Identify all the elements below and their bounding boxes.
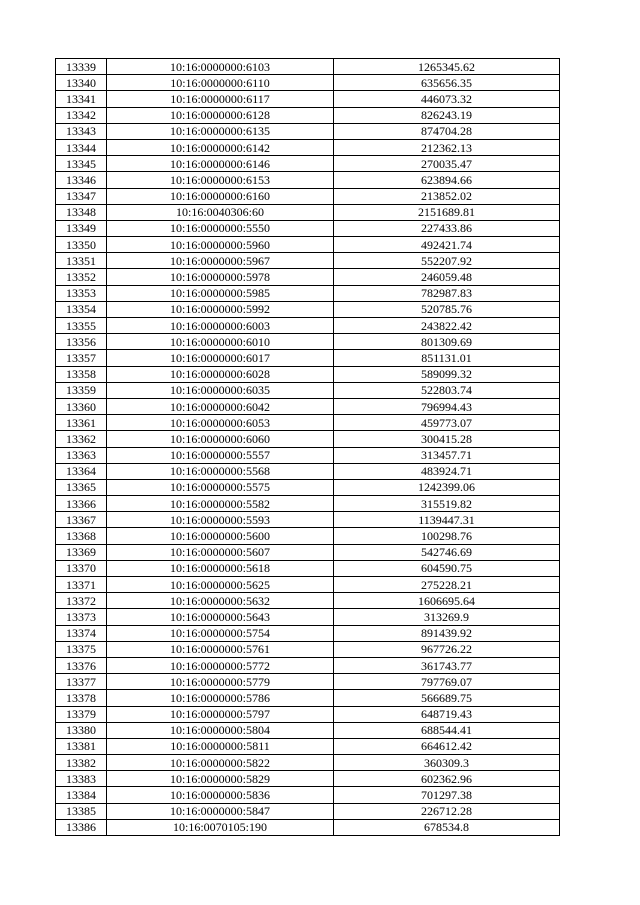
table-row xyxy=(56,220,560,236)
table-row xyxy=(56,544,560,560)
cadastral-number-cell: 10:16:0000000:5600 xyxy=(107,528,334,544)
table-row xyxy=(56,350,560,366)
row-number-cell: 13370 xyxy=(56,560,107,576)
value-cell: 678534.8 xyxy=(334,819,560,835)
row-number-cell: 13353 xyxy=(56,285,107,301)
table-row xyxy=(56,156,560,172)
value-cell: 315519.82 xyxy=(334,496,560,512)
row-number-cell: 13358 xyxy=(56,366,107,382)
cadastral-number-cell: 10:16:0000000:5967 xyxy=(107,253,334,269)
cadastral-number-cell: 10:16:0000000:6160 xyxy=(107,188,334,204)
row-number-cell: 13378 xyxy=(56,690,107,706)
cadastral-number-cell: 10:16:0000000:6010 xyxy=(107,334,334,350)
row-number-cell: 13373 xyxy=(56,609,107,625)
cadastral-number-cell: 10:16:0000000:5985 xyxy=(107,285,334,301)
row-number-cell: 13359 xyxy=(56,382,107,398)
table-row xyxy=(56,560,560,576)
table-row xyxy=(56,706,560,722)
cadastral-number-cell: 10:16:0000000:6135 xyxy=(107,123,334,139)
table-row xyxy=(56,496,560,512)
table-row xyxy=(56,641,560,657)
value-cell: 2151689.81 xyxy=(334,204,560,220)
cadastral-number-cell: 10:16:0000000:6035 xyxy=(107,382,334,398)
cadastral-number-cell: 10:16:0000000:5582 xyxy=(107,496,334,512)
cadastral-number-cell: 10:16:0000000:5847 xyxy=(107,803,334,819)
row-number-cell: 13349 xyxy=(56,220,107,236)
value-cell: 360309.3 xyxy=(334,755,560,771)
row-number-cell: 13346 xyxy=(56,172,107,188)
table-row xyxy=(56,366,560,382)
cadastral-number-cell: 10:16:0000000:5593 xyxy=(107,512,334,528)
value-cell: 542746.69 xyxy=(334,544,560,560)
value-cell: 1265345.62 xyxy=(334,59,560,75)
value-cell: 483924.71 xyxy=(334,463,560,479)
table-row xyxy=(56,75,560,91)
row-number-cell: 13340 xyxy=(56,75,107,91)
row-number-cell: 13377 xyxy=(56,674,107,690)
value-cell: 589099.32 xyxy=(334,366,560,382)
cadastral-number-cell: 10:16:0000000:5625 xyxy=(107,577,334,593)
row-number-cell: 13364 xyxy=(56,463,107,479)
value-cell: 648719.43 xyxy=(334,706,560,722)
value-cell: 246059.48 xyxy=(334,269,560,285)
row-number-cell: 13381 xyxy=(56,738,107,754)
row-number-cell: 13383 xyxy=(56,771,107,787)
value-cell: 520785.76 xyxy=(334,301,560,317)
cadastral-number-cell: 10:16:0000000:5557 xyxy=(107,447,334,463)
table-row xyxy=(56,690,560,706)
row-number-cell: 13372 xyxy=(56,593,107,609)
value-cell: 361743.77 xyxy=(334,657,560,673)
value-cell: 797769.07 xyxy=(334,674,560,690)
value-cell: 552207.92 xyxy=(334,253,560,269)
cadastral-number-cell: 10:16:0000000:5978 xyxy=(107,269,334,285)
value-cell: 604590.75 xyxy=(334,560,560,576)
value-cell: 459773.07 xyxy=(334,415,560,431)
value-cell: 1606695.64 xyxy=(334,593,560,609)
table-row xyxy=(56,657,560,673)
row-number-cell: 13365 xyxy=(56,479,107,495)
row-number-cell: 13344 xyxy=(56,139,107,155)
value-cell: 313457.71 xyxy=(334,447,560,463)
cadastral-number-cell: 10:16:0000000:6028 xyxy=(107,366,334,382)
value-cell: 602362.96 xyxy=(334,771,560,787)
row-number-cell: 13362 xyxy=(56,431,107,447)
value-cell: 227433.86 xyxy=(334,220,560,236)
table-row xyxy=(56,415,560,431)
cadastral-number-cell: 10:16:0000000:6053 xyxy=(107,415,334,431)
cadastral-number-cell: 10:16:0000000:5607 xyxy=(107,544,334,560)
row-number-cell: 13360 xyxy=(56,398,107,414)
cadastral-number-cell: 10:16:0000000:5960 xyxy=(107,237,334,253)
row-number-cell: 13354 xyxy=(56,301,107,317)
table-row xyxy=(56,301,560,317)
table-row xyxy=(56,204,560,220)
value-cell: 874704.28 xyxy=(334,123,560,139)
value-cell: 243822.42 xyxy=(334,318,560,334)
value-cell: 300415.28 xyxy=(334,431,560,447)
table-row xyxy=(56,237,560,253)
table-row xyxy=(56,625,560,641)
table-row xyxy=(56,107,560,123)
row-number-cell: 13341 xyxy=(56,91,107,107)
value-cell: 623894.66 xyxy=(334,172,560,188)
value-cell: 782987.83 xyxy=(334,285,560,301)
row-number-cell: 13385 xyxy=(56,803,107,819)
value-cell: 275228.21 xyxy=(334,577,560,593)
cadastral-number-cell: 10:16:0000000:5575 xyxy=(107,479,334,495)
row-number-cell: 13386 xyxy=(56,819,107,835)
table-row xyxy=(56,819,560,835)
value-cell: 826243.19 xyxy=(334,107,560,123)
table-row xyxy=(56,382,560,398)
value-cell: 796994.43 xyxy=(334,398,560,414)
row-number-cell: 13342 xyxy=(56,107,107,123)
cadastral-number-cell: 10:16:0000000:5836 xyxy=(107,787,334,803)
value-cell: 688544.41 xyxy=(334,722,560,738)
table-row xyxy=(56,593,560,609)
cadastral-number-cell: 10:16:0000000:5761 xyxy=(107,641,334,657)
value-cell: 1139447.31 xyxy=(334,512,560,528)
table-row xyxy=(56,285,560,301)
table-row xyxy=(56,431,560,447)
cadastral-number-cell: 10:16:0000000:5786 xyxy=(107,690,334,706)
value-cell: 213852.02 xyxy=(334,188,560,204)
row-number-cell: 13371 xyxy=(56,577,107,593)
table-row xyxy=(56,398,560,414)
cadastral-number-cell: 10:16:0000000:5550 xyxy=(107,220,334,236)
cadastral-number-cell: 10:16:0000000:5829 xyxy=(107,771,334,787)
table-row xyxy=(56,528,560,544)
cadastral-number-cell: 10:16:0000000:6142 xyxy=(107,139,334,155)
value-cell: 851131.01 xyxy=(334,350,560,366)
data-table xyxy=(55,58,560,836)
table-row xyxy=(56,188,560,204)
value-cell: 492421.74 xyxy=(334,237,560,253)
cadastral-number-cell: 10:16:0000000:5992 xyxy=(107,301,334,317)
row-number-cell: 13369 xyxy=(56,544,107,560)
row-number-cell: 13350 xyxy=(56,237,107,253)
value-cell: 270035.47 xyxy=(334,156,560,172)
row-number-cell: 13343 xyxy=(56,123,107,139)
row-number-cell: 13361 xyxy=(56,415,107,431)
row-number-cell: 13352 xyxy=(56,269,107,285)
table-row xyxy=(56,722,560,738)
row-number-cell: 13348 xyxy=(56,204,107,220)
cadastral-number-cell: 10:16:0040306:60 xyxy=(107,204,334,220)
row-number-cell: 13375 xyxy=(56,641,107,657)
table-row xyxy=(56,577,560,593)
value-cell: 801309.69 xyxy=(334,334,560,350)
row-number-cell: 13347 xyxy=(56,188,107,204)
value-cell: 100298.76 xyxy=(334,528,560,544)
table-row xyxy=(56,334,560,350)
cadastral-number-cell: 10:16:0000000:6117 xyxy=(107,91,334,107)
table-row xyxy=(56,253,560,269)
row-number-cell: 13380 xyxy=(56,722,107,738)
cadastral-number-cell: 10:16:0000000:6128 xyxy=(107,107,334,123)
table-row xyxy=(56,771,560,787)
cadastral-number-cell: 10:16:0000000:6060 xyxy=(107,431,334,447)
table-row xyxy=(56,674,560,690)
cadastral-number-cell: 10:16:0000000:5804 xyxy=(107,722,334,738)
row-number-cell: 13345 xyxy=(56,156,107,172)
cadastral-number-cell: 10:16:0000000:6017 xyxy=(107,350,334,366)
value-cell: 566689.75 xyxy=(334,690,560,706)
value-cell: 226712.28 xyxy=(334,803,560,819)
table-row xyxy=(56,755,560,771)
value-cell: 635656.35 xyxy=(334,75,560,91)
value-cell: 891439.92 xyxy=(334,625,560,641)
row-number-cell: 13384 xyxy=(56,787,107,803)
cadastral-number-cell: 10:16:0000000:5618 xyxy=(107,560,334,576)
cadastral-number-cell: 10:16:0000000:5797 xyxy=(107,706,334,722)
value-cell: 212362.13 xyxy=(334,139,560,155)
cadastral-number-cell: 10:16:0000000:5632 xyxy=(107,593,334,609)
table-row xyxy=(56,123,560,139)
value-cell: 701297.38 xyxy=(334,787,560,803)
row-number-cell: 13374 xyxy=(56,625,107,641)
row-number-cell: 13357 xyxy=(56,350,107,366)
cadastral-number-cell: 10:16:0000000:5779 xyxy=(107,674,334,690)
cadastral-number-cell: 10:16:0000000:6110 xyxy=(107,75,334,91)
cadastral-number-cell: 10:16:0000000:5643 xyxy=(107,609,334,625)
cadastral-number-cell: 10:16:0000000:6003 xyxy=(107,318,334,334)
table-row xyxy=(56,447,560,463)
cadastral-number-cell: 10:16:0000000:6042 xyxy=(107,398,334,414)
row-number-cell: 13351 xyxy=(56,253,107,269)
cadastral-number-cell: 10:16:0000000:5568 xyxy=(107,463,334,479)
table-row xyxy=(56,318,560,334)
cadastral-number-cell: 10:16:0000000:6103 xyxy=(107,59,334,75)
row-number-cell: 13355 xyxy=(56,318,107,334)
table-body xyxy=(56,59,560,836)
cadastral-number-cell: 10:16:0000000:5811 xyxy=(107,738,334,754)
value-cell: 664612.42 xyxy=(334,738,560,754)
value-cell: 522803.74 xyxy=(334,382,560,398)
value-cell: 1242399.06 xyxy=(334,479,560,495)
value-cell: 967726.22 xyxy=(334,641,560,657)
row-number-cell: 13379 xyxy=(56,706,107,722)
cadastral-number-cell: 10:16:0000000:6153 xyxy=(107,172,334,188)
cadastral-number-cell: 10:16:0070105:190 xyxy=(107,819,334,835)
table-row xyxy=(56,172,560,188)
value-cell: 446073.32 xyxy=(334,91,560,107)
table-row xyxy=(56,463,560,479)
cadastral-number-cell: 10:16:0000000:5772 xyxy=(107,657,334,673)
table-row xyxy=(56,512,560,528)
table-row xyxy=(56,803,560,819)
cadastral-number-cell: 10:16:0000000:6146 xyxy=(107,156,334,172)
table-row xyxy=(56,59,560,75)
row-number-cell: 13376 xyxy=(56,657,107,673)
table-row xyxy=(56,91,560,107)
table-row xyxy=(56,787,560,803)
cadastral-number-cell: 10:16:0000000:5754 xyxy=(107,625,334,641)
row-number-cell: 13382 xyxy=(56,755,107,771)
table-row xyxy=(56,479,560,495)
value-cell: 313269.9 xyxy=(334,609,560,625)
row-number-cell: 13367 xyxy=(56,512,107,528)
table-row xyxy=(56,139,560,155)
row-number-cell: 13356 xyxy=(56,334,107,350)
row-number-cell: 13363 xyxy=(56,447,107,463)
table-row xyxy=(56,269,560,285)
table-row xyxy=(56,609,560,625)
table-row xyxy=(56,738,560,754)
cadastral-number-cell: 10:16:0000000:5822 xyxy=(107,755,334,771)
row-number-cell: 13366 xyxy=(56,496,107,512)
row-number-cell: 13368 xyxy=(56,528,107,544)
row-number-cell: 13339 xyxy=(56,59,107,75)
